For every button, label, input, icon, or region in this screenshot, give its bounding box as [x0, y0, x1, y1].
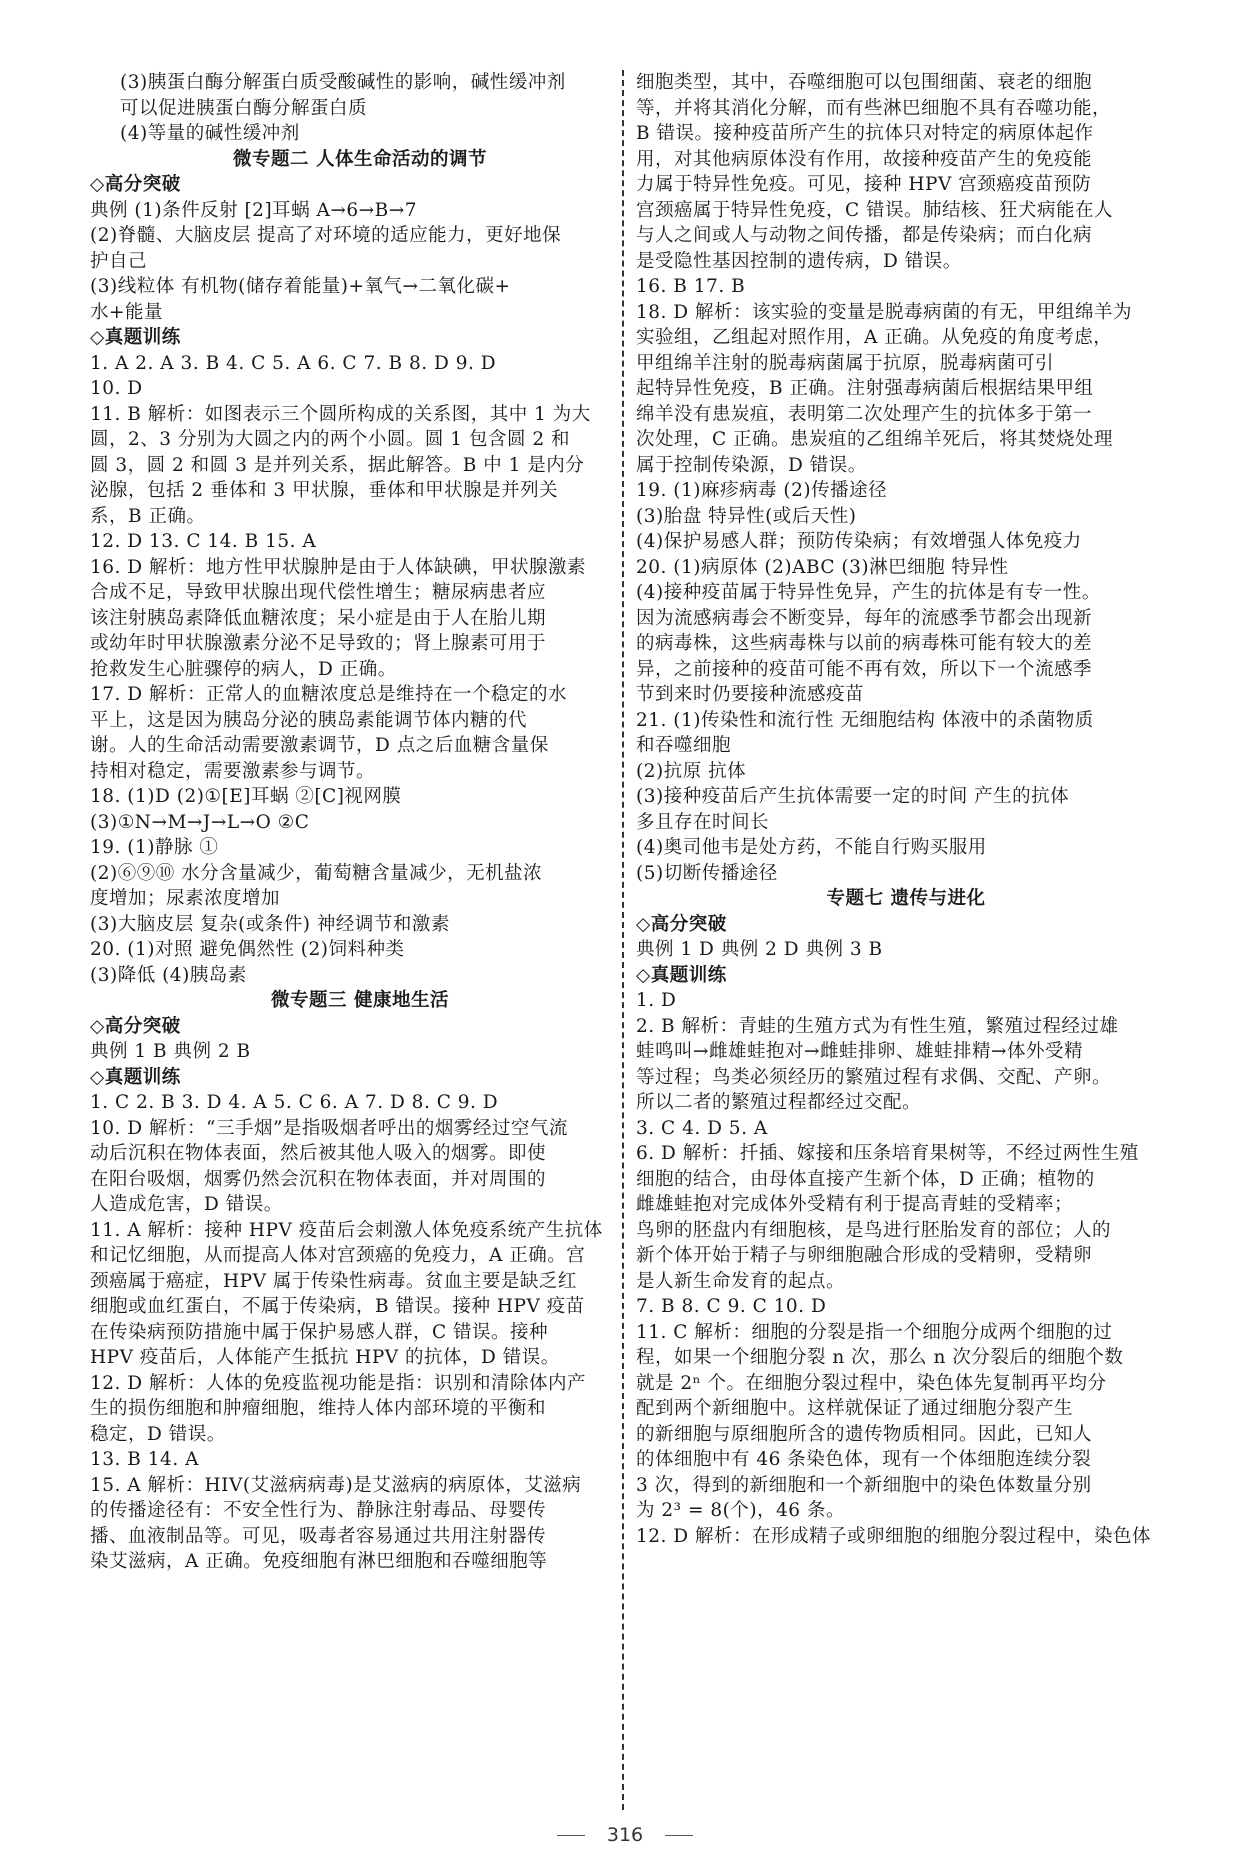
text-line: 20. (1)病原体 (2)ABC (3)淋巴细胞 特异性	[636, 556, 1009, 578]
text-line: 的传播途径有：不安全性行为、静脉注射毒品、母婴传	[90, 1500, 547, 1521]
text-line: 15. A 解析：HIV(艾滋病病毒)是艾滋病的病原体，艾滋病	[90, 1474, 582, 1496]
text-line: 泌腺，包括 2 垂体和 3 甲状腺，垂体和甲状腺是并列关	[90, 480, 559, 501]
column-divider	[622, 70, 624, 1810]
text-line: 属于控制传染源，D 错误。	[636, 454, 867, 476]
text-line: 11. A 解析：接种 HPV 疫苗后会刺激人体免疫系统产生抗体	[90, 1219, 603, 1241]
text-line: 鸟卵的胚盘内有细胞核，是鸟进行胚胎发育的部位；人的	[636, 1219, 1112, 1241]
text-line: 细胞类型，其中，吞噬细胞可以包围细菌、衰老的细胞	[636, 72, 1093, 93]
text-line: 圆 3，圆 2 和圆 3 是并列关系，据此解答。B 中 1 是内分	[90, 454, 585, 476]
text-line: (2)抗原 抗体	[636, 760, 747, 782]
text-line: 人造成危害，D 错误。	[90, 1194, 283, 1215]
text-line: 20. (1)对照 避免偶然性 (2)饲料种类	[90, 939, 405, 960]
page-number: 316	[606, 1824, 644, 1846]
text-line: 稳定，D 错误。	[90, 1423, 226, 1445]
text-line: (3)线粒体 有机物(储存着能量)+氧气→二氧化碳+	[90, 276, 511, 297]
text-line: 的体细胞中有 46 条染色体，现有一个体细胞连续分裂	[636, 1449, 1092, 1470]
text-line: (5)切断传播途径	[636, 862, 778, 884]
text-line: 配到两个新细胞中。这样就保证了通过细胞分裂产生	[636, 1398, 1074, 1419]
text-line: 播、血液制品等。可见，吸毒者容易通过共用注射器传	[90, 1525, 547, 1547]
text-line: (4)奥司他韦是处方药，不能自行购买服用	[636, 837, 987, 858]
text-line: 3 次，得到的新细胞和一个新细胞中的染色体数量分别	[636, 1474, 1092, 1496]
text-line: 18. D 解析：该实验的变量是脱毒病菌的有无，甲组绵羊为	[636, 301, 1133, 323]
text-line: 水+能量	[90, 301, 164, 323]
text-line: 11. C 解析：细胞的分裂是指一个细胞分成两个细胞的过	[636, 1321, 1113, 1343]
text-line: 次处理，C 正确。患炭疽的乙组绵羊死后，将其焚烧处理	[636, 429, 1114, 450]
text-line: 是受隐性基因控制的遗传病，D 错误。	[636, 250, 962, 272]
text-line: 3. C 4. D 5. A	[636, 1117, 768, 1139]
text-line: 新个体开始于精子与卵细胞融合形成的受精卵，受精卵	[636, 1245, 1093, 1266]
text-line: 1. C 2. B 3. D 4. A 5. C 6. A 7. D 8. C 9. D	[90, 1092, 499, 1113]
text-line: 7. B 8. C 9. C 10. D	[636, 1296, 827, 1317]
text-line: 典例 1 D 典例 2 D 典例 3 B	[636, 939, 883, 960]
right-column	[636, 70, 1176, 1549]
text-line: 与人之间或人与动物之间传播，都是传染病；而白化病	[636, 225, 1093, 246]
page-footer	[0, 1824, 1250, 1846]
section-title: 微专题二 人体生命活动的调节	[233, 148, 487, 170]
text-line: 异，之前接种的疫苗可能不再有效，所以下一个流感季	[636, 658, 1093, 680]
text-line: 和吞噬细胞	[636, 735, 732, 756]
text-line: 持相对稳定，需要激素参与调节。	[90, 760, 376, 782]
text-line: 谢。人的生命活动需要激素调节，D 点之后血糖含量保	[90, 735, 549, 756]
text-line: 和记忆细胞，从而提高人体对宫颈癌的免疫力，A 正确。宫	[90, 1245, 586, 1266]
subsection-header: ◇高分突破	[90, 174, 181, 195]
text-line: (4)接种疫苗属于特异性免异，产生的抗体是有专一性。	[636, 582, 1101, 603]
text-line: 17. D 解析：正常人的血糖浓度总是维持在一个稳定的水	[90, 684, 568, 705]
text-line: 所以二者的繁殖过程都经过交配。	[636, 1092, 922, 1113]
text-line: 绵羊没有患炭疽，表明第二次处理产生的抗体多于第一	[636, 403, 1093, 425]
text-line: 等，并将其消化分解，而有些淋巴细胞不具有吞噬功能，	[636, 97, 1112, 119]
section-title: 专题七 遗传与进化	[826, 888, 986, 909]
text-line: B 错误。接种疫苗所产生的抗体只对特定的病原体起作	[636, 123, 1094, 144]
text-line: 抢救发生心脏骤停的病人，D 正确。	[90, 658, 397, 680]
text-line: 21. (1)传染性和流行性 无细胞结构 体液中的杀菌物质	[636, 709, 1094, 731]
text-line: (3)接种疫苗后产生抗体需要一定的时间 产生的抗体	[636, 786, 1070, 807]
text-line: 平上，这是因为胰岛分泌的胰岛素能调节体内糖的代	[90, 709, 528, 731]
text-line: 实验组，乙组起对照作用，A 正确。从免疫的角度考虑，	[636, 327, 1113, 348]
text-line: 度增加；尿素浓度增加	[90, 888, 281, 909]
text-line: 护自己	[90, 250, 148, 272]
text-line: 力属于特异性免疫。可见，接种 HPV 宫颈癌疫苗预防	[636, 174, 1092, 195]
text-line: 1. A 2. A 3. B 4. C 5. A 6. C 7. B 8. D 9. D	[90, 352, 497, 374]
section-title: 微专题三 健康地生活	[271, 990, 449, 1011]
text-line: 因为流感病毒会不断变异，每年的流感季节都会出现新	[636, 607, 1093, 629]
text-line: 是人新生命发育的起点。	[636, 1270, 846, 1292]
text-line: 细胞或血红蛋白，不属于传染病，B 错误。接种 HPV 疫苗	[90, 1296, 585, 1317]
text-line: 细胞的结合，由母体直接产生新个体，D 正确；植物的	[636, 1168, 1095, 1190]
text-line: (3)降低 (4)胰岛素	[90, 964, 247, 986]
subsection-header: ◇真题训练	[90, 327, 181, 348]
text-line: 在阳台吸烟，烟雾仍然会沉积在物体表面，并对周围的	[90, 1168, 547, 1190]
subsection-header: ◇高分突破	[90, 1015, 181, 1037]
text-line: 雌雄蛙抱对完成体外受精有利于提高青蛙的受精率；	[636, 1194, 1074, 1215]
text-line: 的新细胞与原细胞所含的遗传物质相同。因此，已知人	[636, 1423, 1093, 1445]
text-line: (3)大脑皮层 复杂(或条件) 神经调节和激素	[90, 913, 450, 935]
text-line: 程，如果一个细胞分裂 n 次，那么 n 次分裂后的细胞个数	[636, 1347, 1124, 1368]
text-line: 等过程；鸟类必须经历的繁殖过程有求偶、交配、产卵。	[636, 1066, 1112, 1088]
text-line: (2)⑥⑨⑩ 水分含量减少，葡萄糖含量减少，无机盐浓	[90, 862, 543, 884]
text-line: 甲组绵羊注射的脱毒病菌属于抗原，脱毒病菌可引	[636, 352, 1055, 374]
text-line: 2. B 解析：青蛙的生殖方式为有性生殖，繁殖过程经过雄	[636, 1015, 1119, 1037]
text-line: 蛙鸣叫→雌雄蛙抱对→雌蛙排卵、雄蛙排精→体外受精	[636, 1041, 1084, 1062]
text-line: 16. D 解析：地方性甲状腺肿是由于人体缺碘，甲状腺激素	[90, 556, 587, 578]
text-line: 可以促进胰蛋白酶分解蛋白质	[120, 97, 368, 119]
text-line: 19. (1)静脉 ①	[90, 837, 219, 858]
left-column	[90, 70, 630, 1575]
text-line: 11. B 解析：如图表示三个圆所构成的关系图，其中 1 为大	[90, 403, 591, 425]
text-line: 1. D	[636, 990, 677, 1011]
text-line: 10. D	[90, 378, 143, 399]
footer-dash-left	[557, 1835, 585, 1836]
text-line: (3)胎盘 特异性(或后天性)	[636, 505, 857, 527]
text-line: 染艾滋病，A 正确。免疫细胞有淋巴细胞和吞噬细胞等	[90, 1551, 548, 1572]
text-line: 或幼年时甲状腺激素分泌不足导致的；肾上腺素可用于	[90, 633, 547, 654]
text-line: 多且存在时间长	[636, 811, 770, 833]
text-line: 在传染病预防措施中属于保护易感人群，C 错误。接种	[90, 1321, 549, 1343]
text-line: (3)胰蛋白酶分解蛋白质受酸碱性的影响，碱性缓冲剂	[120, 72, 566, 93]
text-line: 典例 1 B 典例 2 B	[90, 1041, 251, 1062]
text-line: 宫颈癌属于特异性免疫，C 错误。肺结核、狂犬病能在人	[636, 199, 1114, 221]
text-line: 起特异性免疫，B 正确。注射强毒病菌后根据结果甲组	[636, 378, 1094, 399]
text-line: 生的损伤细胞和肿瘤细胞，维持人体内部环境的平衡和	[90, 1398, 547, 1419]
text-line: 用，对其他病原体没有作用，故接种疫苗产生的免疫能	[636, 148, 1093, 170]
text-line: 12. D 解析：人体的免疫监视功能是指：识别和清除体内产	[90, 1372, 587, 1394]
text-line: (4)等量的碱性缓冲剂	[120, 123, 300, 144]
subsection-header: ◇高分突破	[636, 913, 727, 935]
text-line: HPV 疫苗后，人体能产生抵抗 HPV 的抗体，D 错误。	[90, 1347, 560, 1368]
text-line: (3)①N→M→J→L→O ②C	[90, 811, 310, 833]
text-line: 节到来时仍要接种流感疫苗	[636, 684, 865, 705]
text-line: 16. B 17. B	[636, 276, 746, 297]
text-line: (2)脊髓、大脑皮层 提高了对环境的适应能力，更好地保	[90, 225, 562, 246]
footer-dash-right	[665, 1835, 693, 1836]
text-line: 系，B 正确。	[90, 505, 206, 527]
text-line: 颈癌属于癌症，HPV 属于传染性病毒。贫血主要是缺乏红	[90, 1270, 577, 1292]
text-line: 该注射胰岛素降低血糖浓度；呆小症是由于人在胎儿期	[90, 607, 547, 629]
text-line: 12. D 13. C 14. B 15. A	[90, 531, 317, 552]
text-line: 就是 2ⁿ 个。在细胞分裂过程中，染色体先复制再平均分	[636, 1372, 1107, 1394]
text-line: 19. (1)麻疹病毒 (2)传播途径	[636, 480, 888, 501]
subsection-header: ◇真题训练	[90, 1066, 181, 1088]
subsection-header: ◇真题训练	[636, 964, 727, 986]
text-line: 合成不足，导致甲状腺出现代偿性增生；糖尿病患者应	[90, 582, 547, 603]
text-line: 圆，2、3 分别为大圆之内的两个小圆。圆 1 包含圆 2 和	[90, 429, 570, 450]
text-line: 典例 (1)条件反射 [2]耳蜗 A→6→B→7	[90, 199, 418, 221]
text-line: (4)保护易感人群；预防传染病；有效增强人体免疫力	[636, 531, 1082, 552]
text-line: 10. D 解析：“三手烟”是指吸烟者呼出的烟雾经过空气流	[90, 1117, 568, 1139]
text-line: 动后沉积在物体表面，然后被其他人吸入的烟雾。即使	[90, 1143, 547, 1164]
text-line: 为 2³ = 8(个)，46 条。	[636, 1500, 845, 1521]
text-line: 13. B 14. A	[90, 1449, 199, 1470]
text-line: 6. D 解析：扦插、嫁接和压条培育果树等，不经过两性生殖	[636, 1143, 1139, 1164]
text-line: 的病毒株，这些病毒株与以前的病毒株可能有较大的差	[636, 633, 1093, 654]
text-line: 18. (1)D (2)①[E]耳蜗 ②[C]视网膜	[90, 786, 402, 807]
text-line: 12. D 解析：在形成精子或卵细胞的细胞分裂过程中，染色体	[636, 1525, 1152, 1547]
